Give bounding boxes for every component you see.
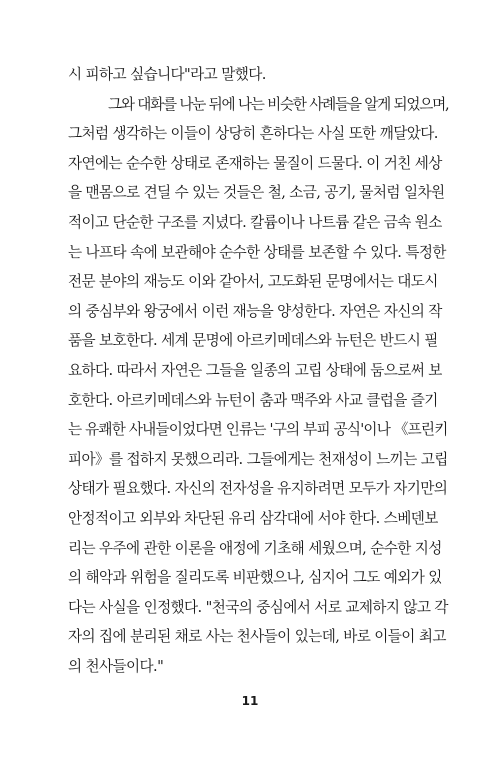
text-line: 상태가 필요했다. 자신의 전자성을 유지하려면 모두가 자기만의 bbox=[68, 480, 448, 498]
text-line: 의 천사들이다." bbox=[68, 657, 164, 675]
text-line: 리는 우주에 관한 이론을 애정에 기초해 세웠으며, 순수한 지성 bbox=[68, 539, 442, 557]
text-line: 품을 보호한다. 세계 문명에 아르키메데스와 뉴턴은 반드시 필 bbox=[68, 332, 438, 350]
text-line: 요하다. 따라서 자연은 그들을 일종의 고립 상태에 둠으로써 보 bbox=[68, 361, 442, 379]
text-line: 다는 사실을 인정했다. "천국의 중심에서 서로 교제하지 않고 각 bbox=[68, 598, 448, 616]
text-line: 피아》를 접하지 못했으리라. 그들에게는 천재성이 느끼는 고립 bbox=[68, 450, 448, 468]
text-line: 적이고 단순한 구조를 지녔다. 칼륨이나 나트륨 같은 금속 원소 bbox=[68, 213, 442, 231]
text-line: 전문 분야의 재능도 이와 같아서, 고도화된 문명에서는 대도시 bbox=[68, 273, 438, 291]
text-line: 그처럼 생각하는 이들이 상당히 흔하다는 사실 또한 깨달았다. bbox=[68, 125, 438, 143]
text-line: 시 피하고 싶습니다"라고 말했다. bbox=[68, 66, 266, 83]
text-line: 그와 대화를 나눈 뒤에 나는 비슷한 사례들을 알게 되었으며, bbox=[108, 95, 449, 113]
text-line: 자의 집에 분리된 채로 사는 천사들이 있는데, 바로 이들이 최고 bbox=[68, 628, 446, 646]
text-line: 는 유쾌한 사내들이었다면 인류는 '구의 부피 공식'이나 《프린키 bbox=[68, 421, 448, 439]
text-line: 을 맨몸으로 견딜 수 있는 것들은 철, 소금, 공기, 물처럼 일차원 bbox=[68, 184, 445, 202]
text-line: 는 나프타 속에 보관해야 순수한 상태를 보존할 수 있다. 특정한 bbox=[68, 243, 446, 261]
page-number: 11 bbox=[241, 694, 259, 708]
body-text bbox=[68, 60, 450, 681]
text-line: 호한다. 아르키메데스와 뉴턴이 춤과 맥주와 사교 클럽을 즐기 bbox=[68, 391, 438, 409]
text-line: 의 중심부와 왕궁에서 이런 재능을 양성한다. 자연은 자신의 작 bbox=[68, 302, 442, 320]
text-line: 의 해악과 위험을 질리도록 비판했으나, 심지어 그도 예외가 있 bbox=[68, 569, 442, 587]
text-line: 안정적이고 외부와 차단된 유리 삼각대에 서야 한다. 스베덴보 bbox=[68, 509, 438, 527]
text-line: 자연에는 순수한 상태로 존재하는 물질이 드물다. 이 거친 세상 bbox=[68, 154, 442, 172]
